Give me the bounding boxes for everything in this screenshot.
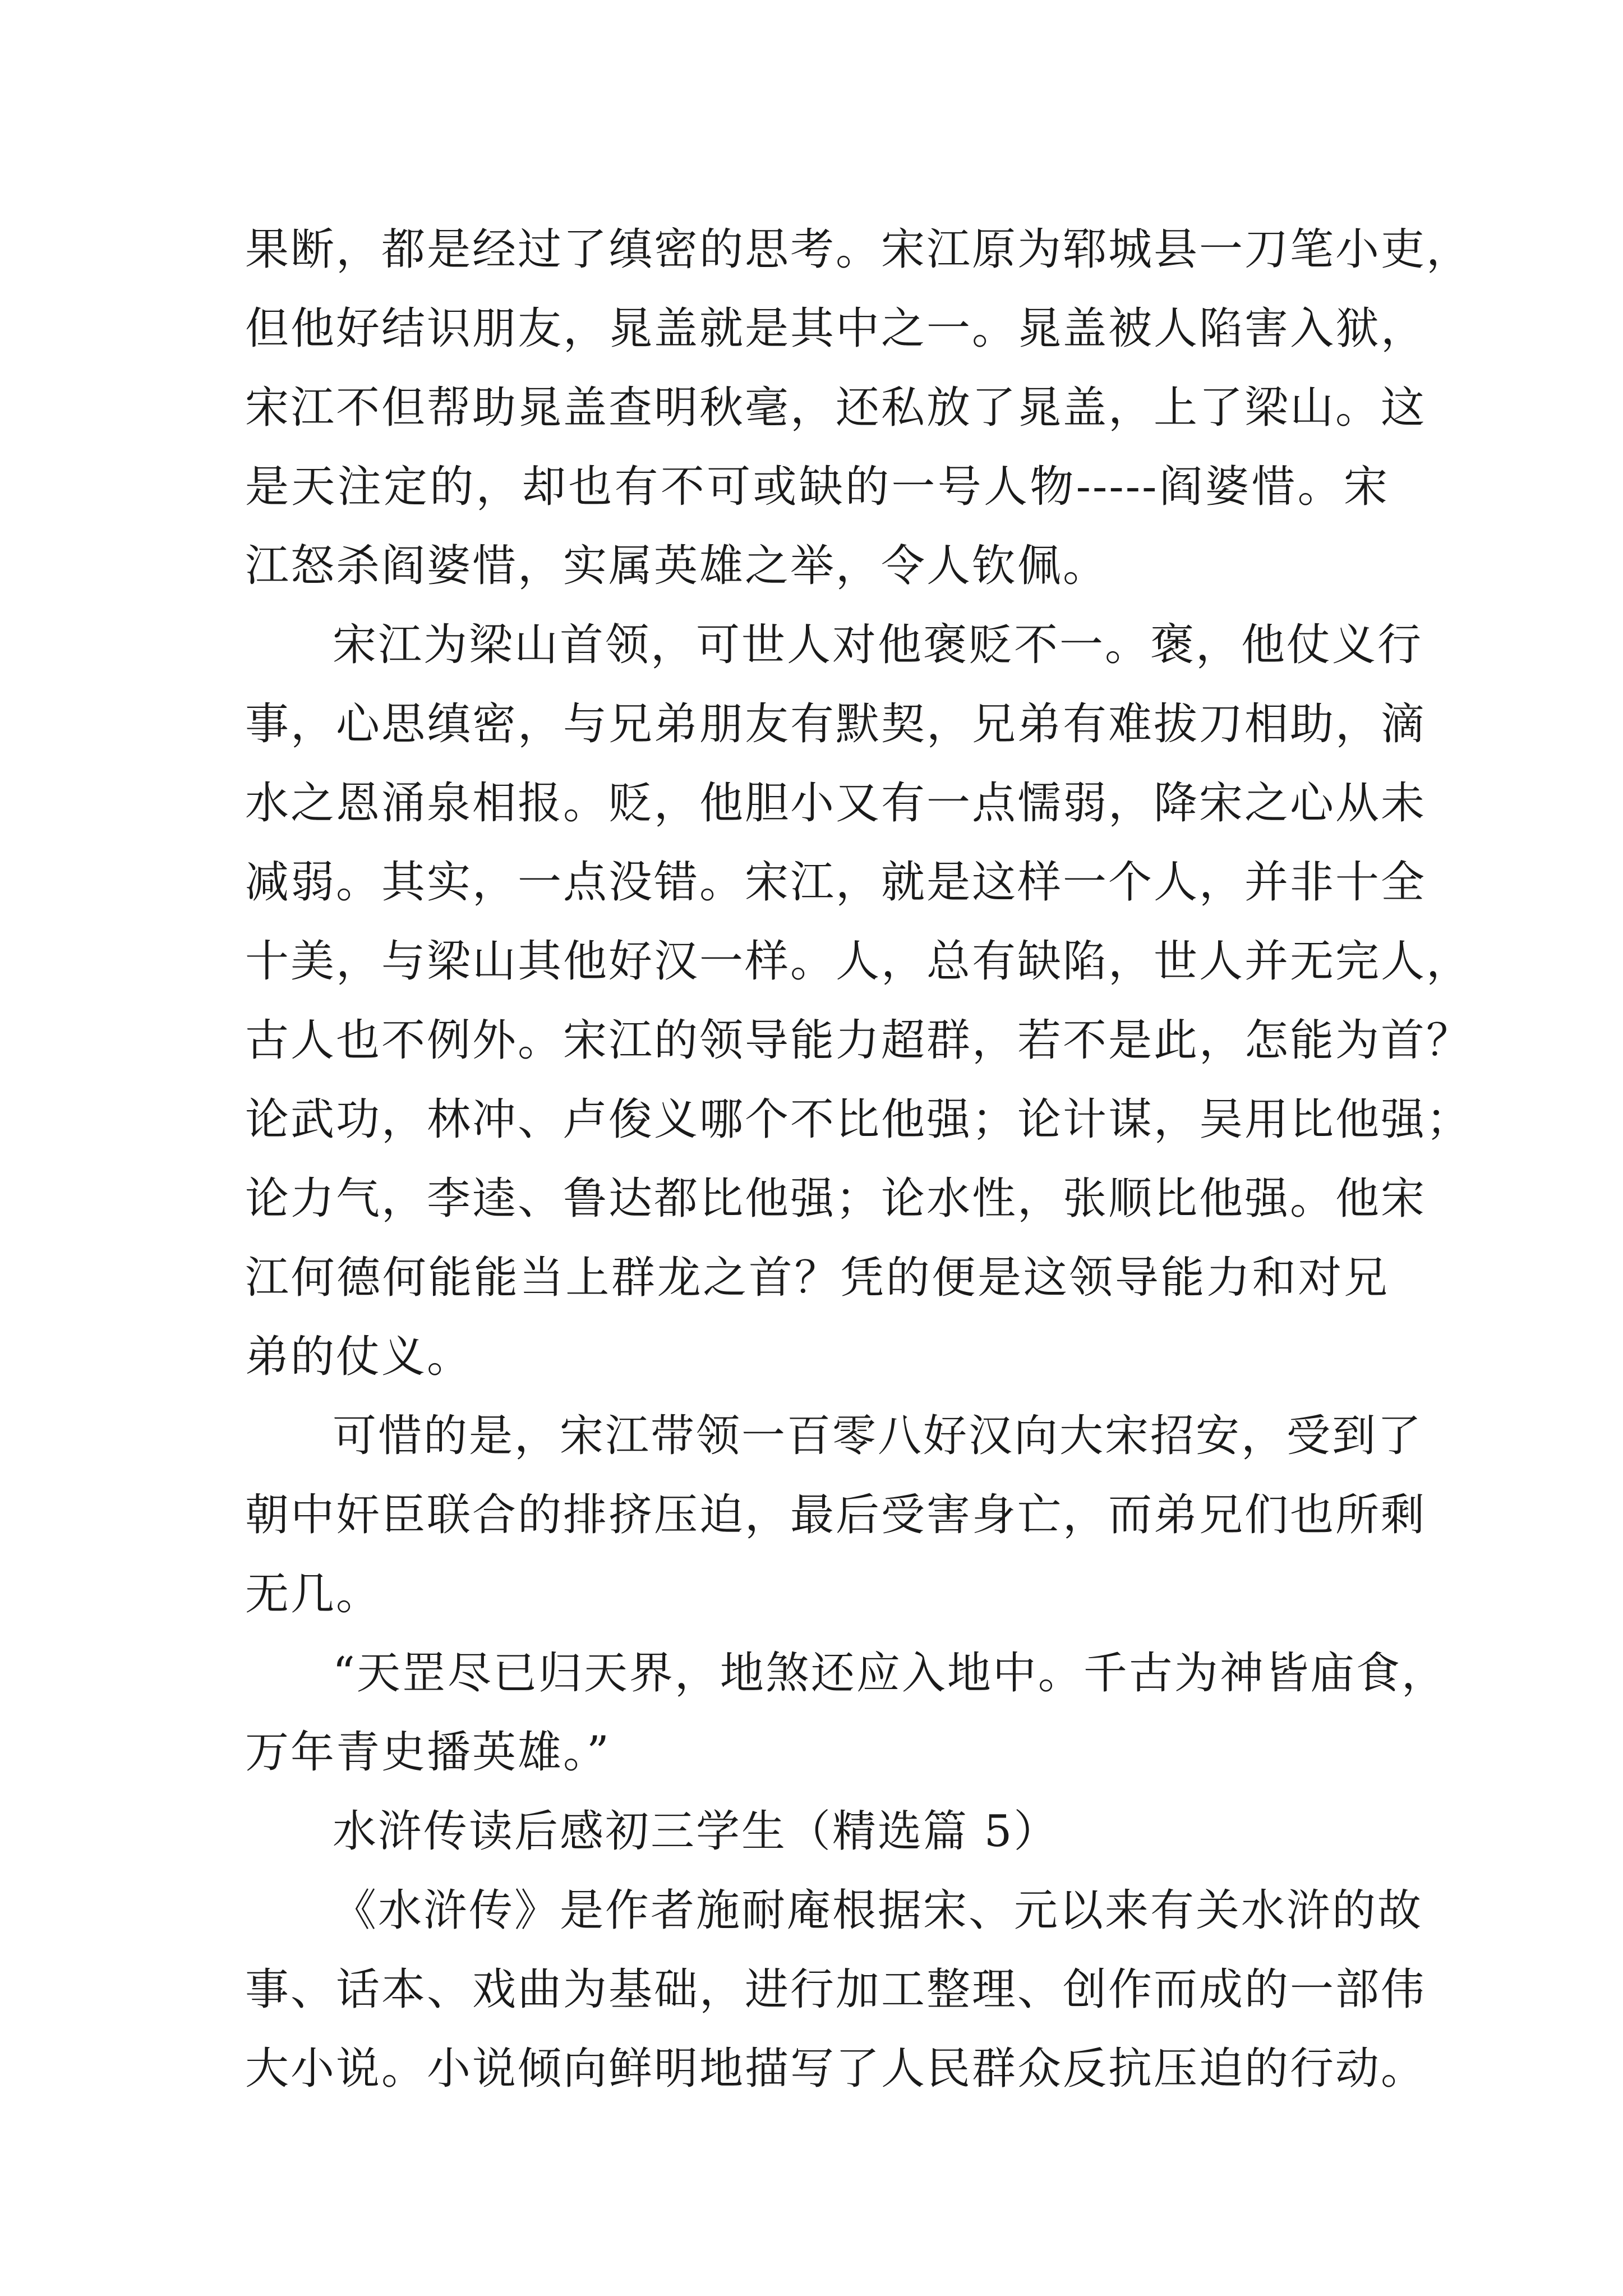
text-line: 朝中奸臣联合的排挤压迫，最后受害身亡，而弟兄们也所剩 xyxy=(245,1490,1427,1540)
text-line: 宋江为梁山首领，可世人对他褒贬不一。褒，他仗义行 xyxy=(333,620,1423,670)
text-line: 十美，与梁山其他好汉一样。人，总有缺陷，世人并无完人， xyxy=(245,936,1472,987)
text-line: 论武功，林冲、卢俊义哪个不比他强；论计谋，吴用比他强； xyxy=(245,1094,1472,1145)
text-line: 《水浒传》是作者施耐庵根据宋、元以来有关水浒的故 xyxy=(333,1885,1423,1936)
text-line: “天罡尽已归天界，地煞还应入地中。千古为神皆庙食， xyxy=(333,1648,1447,1699)
text-line: 但他好结识朋友，晁盖就是其中之一。晁盖被人陷害入狱， xyxy=(245,303,1427,354)
text-line: 事，心思缜密，与兄弟朋友有默契，兄弟有难拔刀相助，滴 xyxy=(245,699,1427,749)
text-line: 果断，都是经过了缜密的思考。宋江原为郓城县一刀笔小吏， xyxy=(245,224,1472,275)
text-line: 大小说。小说倾向鲜明地描写了人民群众反抗压迫的行动。 xyxy=(245,2044,1427,2094)
text-line: 水之恩涌泉相报。贬，他胆小又有一点懦弱，降宋之心从未 xyxy=(245,778,1427,829)
text-line: 可惜的是，宋江带领一百零八好汉向大宋招安，受到了 xyxy=(333,1411,1423,1461)
text-line: 万年青史播英雄。” xyxy=(245,1727,611,1778)
text-line: 论力气，李逵、鲁达都比他强；论水性，张顺比他强。他宋 xyxy=(245,1174,1427,1224)
section-heading: 水浒传读后感初三学生（精选篇 5） xyxy=(333,1806,1059,1857)
text-line: 事、话本、戏曲为基础，进行加工整理、创作而成的一部伟 xyxy=(245,1964,1427,2015)
text-line: 江何德何能能当上群龙之首？凭的便是这领导能力和对兄 xyxy=(245,1253,1389,1303)
text-line: 弟的仗义。 xyxy=(245,1332,473,1382)
text-line: 古人也不例外。宋江的领导能力超群，若不是此，怎能为首？ xyxy=(245,1015,1472,1066)
text-line: 江怒杀阎婆惜，实属英雄之举，令人钦佩。 xyxy=(245,541,1109,591)
text-line: 是天注定的，却也有不可或缺的一号人物-----阎婆惜。宋 xyxy=(245,462,1389,512)
text-line: 无几。 xyxy=(245,1569,382,1619)
text-line: 减弱。其实，一点没错。宋江，就是这样一个人，并非十全 xyxy=(245,857,1427,908)
text-line: 宋江不但帮助晁盖查明秋毫，还私放了晁盖，上了梁山。这 xyxy=(245,383,1427,433)
body-text xyxy=(245,210,1472,2109)
